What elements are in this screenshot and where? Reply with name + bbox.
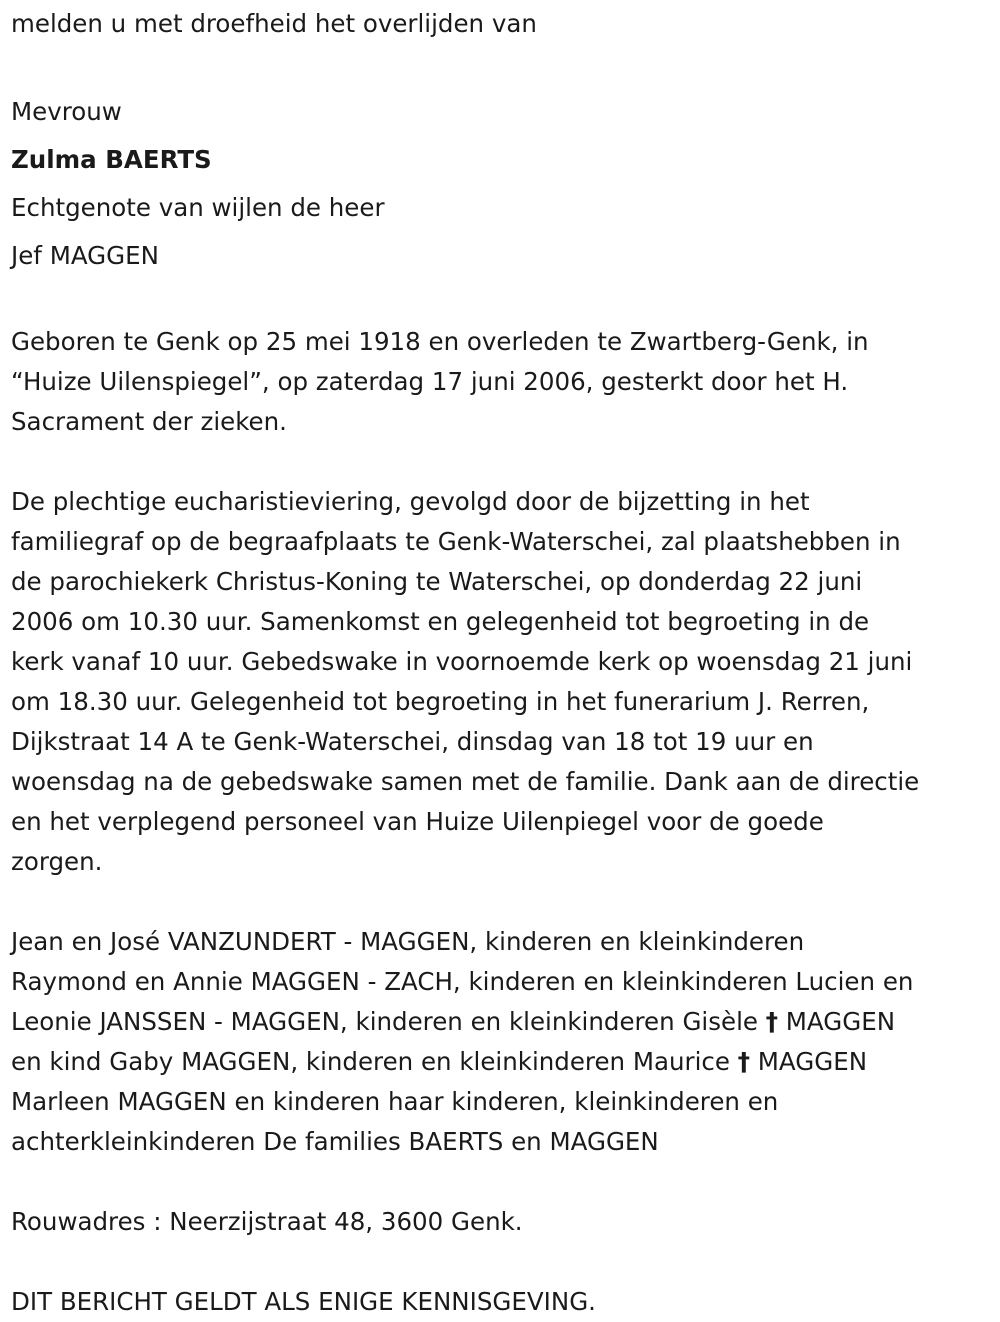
ceremony-line: woensdag na de gebedswake samen met de familie. Dank aan de directie	[11, 767, 920, 796]
notice-text: DIT BERICHT GELDT ALS ENIGE KENNISGEVING.	[11, 1287, 596, 1316]
birth-death-line: Geboren te Genk op 25 mei 1918 en overleden te Zwartberg-Genk, in	[11, 327, 869, 356]
family-line	[11, 1002, 991, 1042]
deceased-name: Zulma BAERTS	[11, 145, 212, 174]
obituary-document	[11, 0, 991, 1322]
birth-death-paragraph	[11, 322, 991, 442]
ceremony-line: De plechtige eucharistieviering, gevolgd door de bijzetting in het	[11, 487, 810, 516]
family-line: Marleen MAGGEN en kinderen haar kinderen, kleinkinderen en	[11, 1087, 779, 1116]
ceremony-line: Dijkstraat 14 A te Genk-Waterschei, dinsdag van 18 tot 19 uur en	[11, 727, 814, 756]
ceremony-paragraph	[11, 482, 991, 882]
ceremony-line: om 18.30 uur. Gelegenheid tot begroeting in het funerarium J. Rerren,	[11, 687, 870, 716]
cross-icon: †	[737, 1047, 750, 1076]
ceremony-line: 2006 om 10.30 uur. Samenkomst en gelegenheid tot begroeting in de	[11, 607, 870, 636]
ceremony-line: kerk vanaf 10 uur. Gebedswake in voornoemde kerk op woensdag 21 juni	[11, 647, 913, 676]
family-text: MAGGEN	[749, 1047, 868, 1076]
ceremony-line: familiegraf op de begraafplaats te Genk-Waterschei, zal plaatshebben in	[11, 527, 901, 556]
family-text: Leonie JANSSEN - MAGGEN, kinderen en kleinkinderen Gisèle	[11, 1007, 766, 1036]
cross-icon: †	[765, 1007, 778, 1036]
family-line: Jean en José VANZUNDERT - MAGGEN, kinderen en kleinkinderen	[11, 927, 805, 956]
notice-paragraph	[11, 1282, 991, 1322]
ceremony-line: en het verplegend personeel van Huize Uilenpiegel voor de goede	[11, 807, 824, 836]
family-line: Raymond en Annie MAGGEN - ZACH, kinderen en kleinkinderen Lucien en	[11, 967, 914, 996]
spouse-relation: Echtgenote van wijlen de heer	[11, 193, 385, 222]
salutation: Mevrouw	[11, 97, 122, 126]
birth-death-line: Sacrament der zieken.	[11, 407, 287, 436]
address-paragraph	[11, 1202, 991, 1242]
mourning-address: Rouwadres : Neerzijstraat 48, 3600 Genk.	[11, 1207, 523, 1236]
intro-text: melden u met droefheid het overlijden van	[11, 9, 537, 38]
spouse-name: Jef MAGGEN	[11, 241, 159, 270]
family-text: en kind Gaby MAGGEN, kinderen en kleinkinderen Maurice	[11, 1047, 738, 1076]
name-block	[11, 88, 991, 280]
ceremony-line: de parochiekerk Christus-Koning te Waterschei, op donderdag 22 juni	[11, 567, 863, 596]
family-text: MAGGEN	[778, 1007, 896, 1036]
family-paragraph	[11, 922, 991, 1162]
birth-death-line: “Huize Uilenspiegel”, op zaterdag 17 juni 2006, gesterkt door het H.	[11, 367, 849, 396]
family-line: achterkleinkinderen De families BAERTS en MAGGEN	[11, 1127, 659, 1156]
ceremony-line: zorgen.	[11, 847, 103, 876]
family-line	[11, 1042, 991, 1082]
